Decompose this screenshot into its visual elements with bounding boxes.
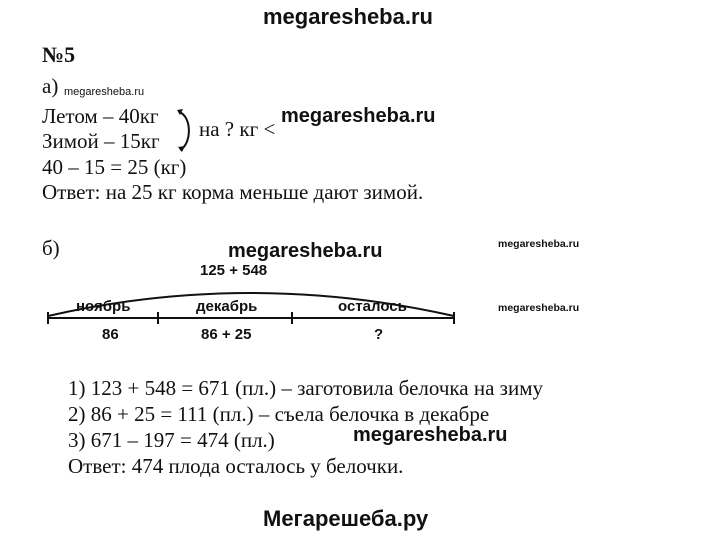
- part-b-label: б): [42, 236, 60, 260]
- segment-name-remaining: осталось: [338, 298, 407, 315]
- step-1: 1) 123 + 548 = 671 (пл.) – заготовила белочка на зиму: [68, 376, 543, 400]
- segment-value-november: 86: [102, 326, 119, 343]
- part-b-watermark-center: megaresheba.ru: [228, 240, 383, 262]
- part-a-inline-watermark: megaresheba.ru: [64, 86, 145, 98]
- comparison-arrow-icon: [176, 106, 198, 156]
- segment-value-remaining: ?: [374, 326, 384, 343]
- summer-line: Летом – 40кг: [42, 104, 159, 128]
- comparison-text: на ? кг <: [199, 117, 276, 141]
- steps-watermark: megaresheba.ru: [353, 424, 508, 446]
- equation: 40 – 15 = 25 (кг): [42, 155, 187, 179]
- part-b-watermark-right-1: megaresheba.ru: [498, 238, 580, 250]
- segment-name-november: ноябрь: [76, 298, 131, 315]
- part-a-label: а): [42, 74, 59, 98]
- part-a-answer: Ответ: на 25 кг корма меньше дают зимой.: [42, 180, 424, 204]
- header-watermark: megaresheba.ru: [263, 4, 433, 29]
- footer-watermark: Мегарешеба.ру: [263, 506, 429, 531]
- task-number: №5: [42, 42, 76, 67]
- part-a-watermark: megaresheba.ru: [281, 105, 436, 127]
- part-b-answer: Ответ: 474 плода осталось у белочки.: [68, 454, 404, 478]
- diagram-top-label: 125 + 548: [200, 262, 268, 279]
- segment-value-december: 86 + 25: [201, 326, 252, 343]
- segment-name-december: декабрь: [196, 298, 258, 315]
- step-2: 2) 86 + 25 = 111 (пл.) – съела белочка в декабре: [68, 402, 490, 426]
- winter-line: Зимой – 15кг: [42, 129, 160, 153]
- part-b-watermark-right-2: megaresheba.ru: [498, 302, 580, 314]
- step-3: 3) 671 – 197 = 474 (пл.): [68, 428, 275, 452]
